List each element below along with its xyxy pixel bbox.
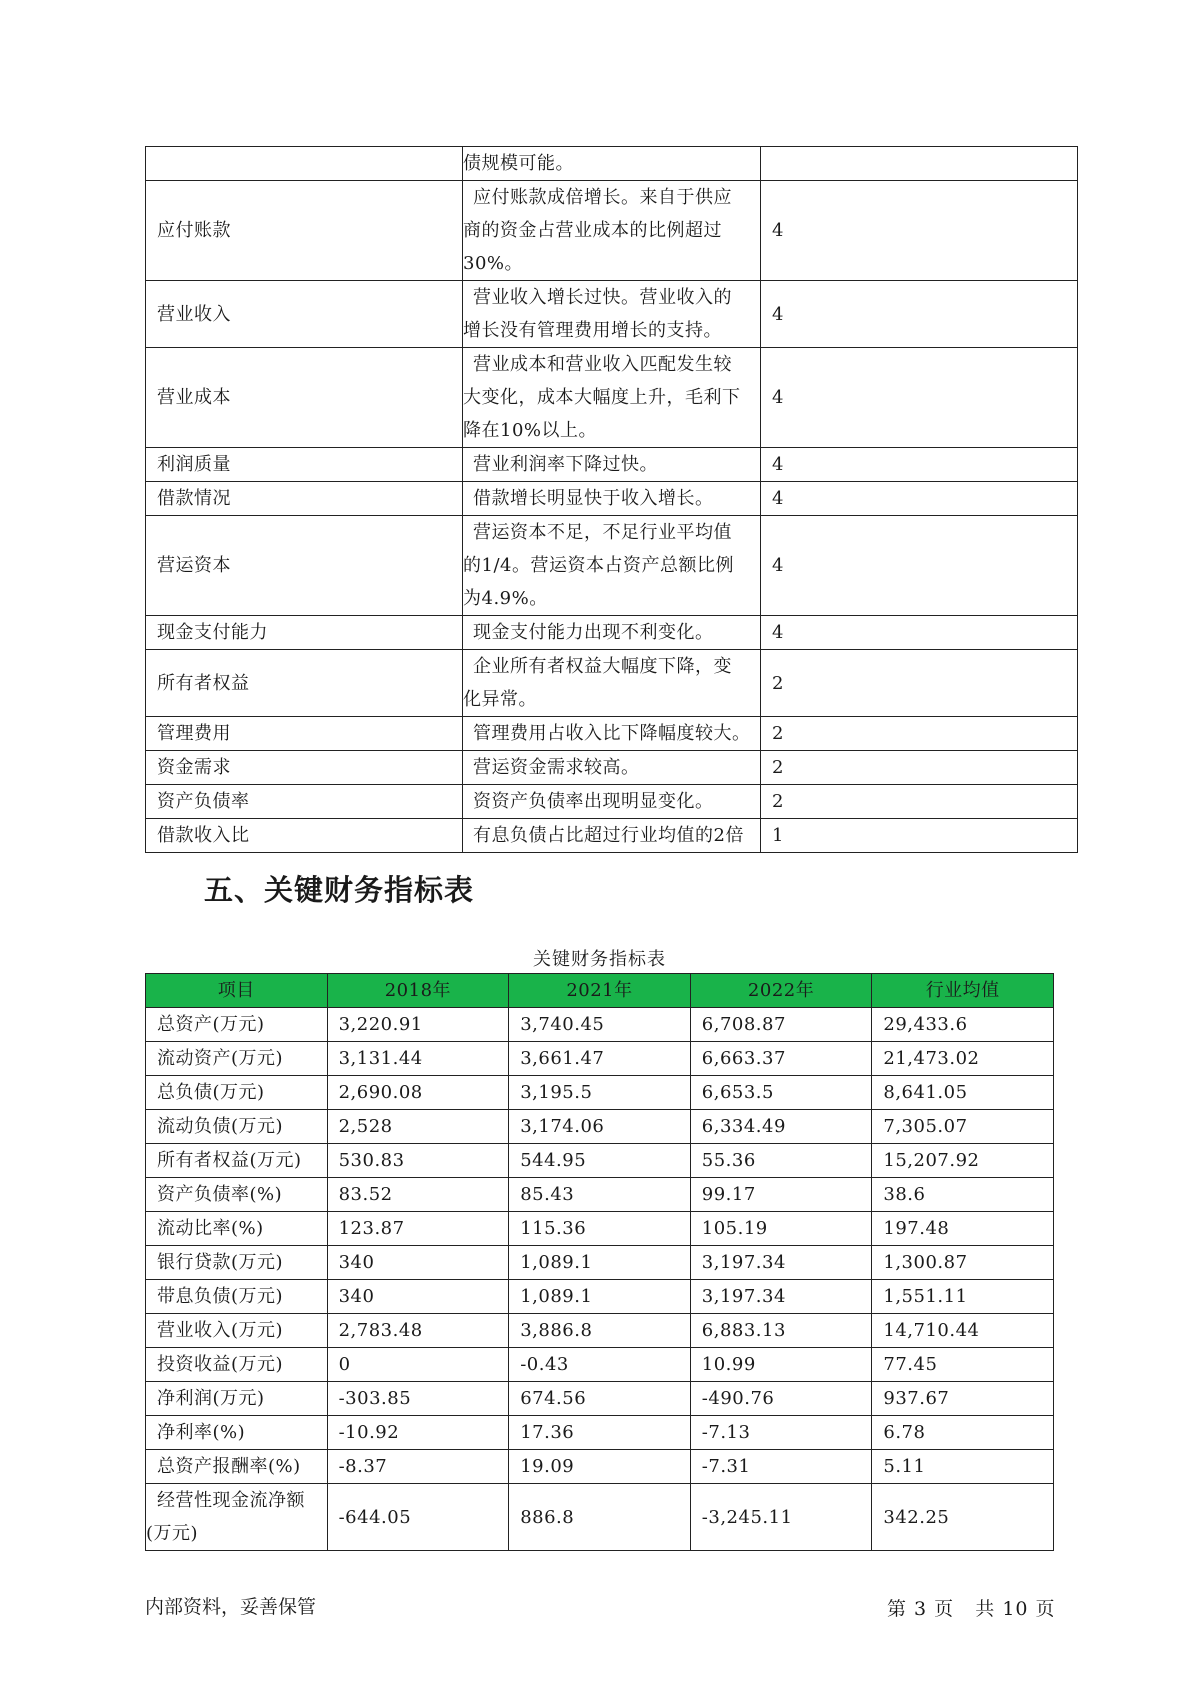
column-header: 2021年 (509, 974, 691, 1008)
footer-confidential-note: 内部资料，妥善保管 (145, 1596, 317, 1618)
risk-score-cell: 2 (761, 650, 1078, 717)
risk-row (146, 281, 1078, 348)
row-label-cell: 营业收入(万元) (146, 1314, 328, 1348)
row-label-cell: 总资产(万元) (146, 1008, 328, 1042)
value-cell: -490.76 (690, 1382, 872, 1416)
value-cell: -3,245.11 (690, 1484, 872, 1551)
value-cell: -7.31 (690, 1450, 872, 1484)
value-cell: 3,220.91 (327, 1008, 509, 1042)
value-cell: 10.99 (690, 1348, 872, 1382)
risk-score-cell (761, 147, 1078, 181)
value-cell: 3,661.47 (509, 1042, 691, 1076)
value-cell: 14,710.44 (872, 1314, 1054, 1348)
value-cell: 886.8 (509, 1484, 691, 1551)
value-cell: 5.11 (872, 1450, 1054, 1484)
risk-score-cell: 4 (761, 448, 1078, 482)
risk-description-line: 借款增长明显快于收入增长。 (473, 488, 714, 509)
row-label-cell: 银行贷款(万元) (146, 1246, 328, 1280)
risk-description-line: 营运资金需求较高。 (473, 757, 640, 778)
risk-description-line: 大变化，成本大幅度上升，毛利下 (463, 387, 741, 408)
risk-item-cell: 借款收入比 (146, 819, 463, 853)
value-cell: 6,663.37 (690, 1042, 872, 1076)
row-label-cell: 带息负债(万元) (146, 1280, 328, 1314)
risk-description-line: 的1/4。营运资本占资产总额比例 (463, 555, 734, 576)
risk-description-line: 营业收入增长过快。营业收入的 (473, 287, 732, 308)
row-label-cell: 投资收益(万元) (146, 1348, 328, 1382)
risk-description-line: 资资产负债率出现明显变化。 (473, 791, 714, 812)
risk-description-line: 增长没有管理费用增长的支持。 (463, 320, 722, 341)
risk-row (146, 181, 1078, 281)
value-cell: 674.56 (509, 1382, 691, 1416)
column-header: 行业均值 (872, 974, 1054, 1008)
value-cell: 15,207.92 (872, 1144, 1054, 1178)
risk-item-cell: 管理费用 (146, 717, 463, 751)
value-cell: 0 (327, 1348, 509, 1382)
value-cell: 3,131.44 (327, 1042, 509, 1076)
risk-description-cell (463, 348, 761, 448)
row-label-line: (万元) (146, 1523, 199, 1544)
value-cell: 6,883.13 (690, 1314, 872, 1348)
value-cell: 7,305.07 (872, 1110, 1054, 1144)
value-cell: 3,197.34 (690, 1246, 872, 1280)
table-row (146, 1076, 1054, 1110)
table-row (146, 1212, 1054, 1246)
risk-description-line: 化异常。 (463, 689, 537, 710)
value-cell: 197.48 (872, 1212, 1054, 1246)
value-cell: 3,740.45 (509, 1008, 691, 1042)
risk-row (146, 819, 1078, 853)
table-row (146, 1110, 1054, 1144)
risk-description-cell (463, 281, 761, 348)
risk-description-cell (463, 181, 761, 281)
table-row (146, 1382, 1054, 1416)
financial-indicators-table (145, 973, 1054, 1551)
value-cell: 85.43 (509, 1178, 691, 1212)
row-label-cell: 净利润(万元) (146, 1382, 328, 1416)
table-row (146, 1348, 1054, 1382)
risk-description-cell (463, 751, 761, 785)
risk-description-line: 有息负债占比超过行业均值的2倍 (473, 825, 744, 846)
risk-row (146, 482, 1078, 516)
value-cell: 1,551.11 (872, 1280, 1054, 1314)
risk-item-cell: 营业收入 (146, 281, 463, 348)
value-cell: -303.85 (327, 1382, 509, 1416)
risk-item-cell: 所有者权益 (146, 650, 463, 717)
row-label-cell (146, 1484, 328, 1551)
table-row (146, 1314, 1054, 1348)
risk-score-cell: 4 (761, 516, 1078, 616)
risk-score-cell: 2 (761, 717, 1078, 751)
value-cell: 6.78 (872, 1416, 1054, 1450)
value-cell: 38.6 (872, 1178, 1054, 1212)
risk-description-line: 管理费用占收入比下降幅度较大。 (473, 723, 751, 744)
value-cell: 19.09 (509, 1450, 691, 1484)
risk-description-cell (463, 516, 761, 616)
risk-description-cell (463, 717, 761, 751)
column-header: 项目 (146, 974, 328, 1008)
value-cell: 3,174.06 (509, 1110, 691, 1144)
value-cell: 105.19 (690, 1212, 872, 1246)
risk-item-cell: 资金需求 (146, 751, 463, 785)
risk-row (146, 448, 1078, 482)
value-cell: 123.87 (327, 1212, 509, 1246)
value-cell: 6,334.49 (690, 1110, 872, 1144)
risk-item-cell: 营业成本 (146, 348, 463, 448)
risk-row (146, 717, 1078, 751)
footer-page-number: 第 3 页 共 10 页 (887, 1598, 1056, 1620)
value-cell: 17.36 (509, 1416, 691, 1450)
risk-description-line: 现金支付能力出现不利变化。 (473, 622, 714, 643)
row-label-cell: 总资产报酬率(%) (146, 1450, 328, 1484)
value-cell: 2,528 (327, 1110, 509, 1144)
table-row (146, 1042, 1054, 1076)
risk-score-cell: 4 (761, 181, 1078, 281)
risk-description-line: 债规模可能。 (463, 153, 574, 174)
table-row (146, 1280, 1054, 1314)
risk-description-line: 商的资金占营业成本的比例超过 (463, 220, 722, 241)
value-cell: 115.36 (509, 1212, 691, 1246)
table-row (146, 1450, 1054, 1484)
value-cell: 29,433.6 (872, 1008, 1054, 1042)
risk-description-cell (463, 819, 761, 853)
row-label-cell: 资产负债率(%) (146, 1178, 328, 1212)
row-label-cell: 流动比率(%) (146, 1212, 328, 1246)
value-cell: 1,089.1 (509, 1280, 691, 1314)
risk-description-cell (463, 482, 761, 516)
risk-row (146, 147, 1078, 181)
value-cell: 340 (327, 1280, 509, 1314)
value-cell: 55.36 (690, 1144, 872, 1178)
risk-item-cell: 借款情况 (146, 482, 463, 516)
risk-description-line: 营运资本不足，不足行业平均值 (473, 522, 732, 543)
value-cell: 6,653.5 (690, 1076, 872, 1110)
value-cell: 99.17 (690, 1178, 872, 1212)
value-cell: 3,197.34 (690, 1280, 872, 1314)
risk-row (146, 516, 1078, 616)
column-header: 2018年 (327, 974, 509, 1008)
risk-description-line: 降在10%以上。 (463, 420, 598, 441)
value-cell: -644.05 (327, 1484, 509, 1551)
row-label-cell: 总负债(万元) (146, 1076, 328, 1110)
risk-row (146, 785, 1078, 819)
risk-description-cell (463, 650, 761, 717)
value-cell: 6,708.87 (690, 1008, 872, 1042)
value-cell: 1,089.1 (509, 1246, 691, 1280)
value-cell: 2,783.48 (327, 1314, 509, 1348)
risk-item-cell: 应付账款 (146, 181, 463, 281)
table-header-row (146, 974, 1054, 1008)
row-label-cell: 流动资产(万元) (146, 1042, 328, 1076)
risk-row (146, 751, 1078, 785)
row-label-cell: 所有者权益(万元) (146, 1144, 328, 1178)
risk-description-cell (463, 448, 761, 482)
row-label-cell: 流动负债(万元) (146, 1110, 328, 1144)
risk-description-line: 营业利润率下降过快。 (473, 454, 658, 475)
risk-score-cell: 4 (761, 482, 1078, 516)
table-caption: 关键财务指标表 (533, 949, 666, 970)
risk-row (146, 616, 1078, 650)
risk-score-cell: 4 (761, 616, 1078, 650)
value-cell: 530.83 (327, 1144, 509, 1178)
value-cell: -10.92 (327, 1416, 509, 1450)
risk-item-cell: 营运资本 (146, 516, 463, 616)
value-cell: 77.45 (872, 1348, 1054, 1382)
risk-item-cell: 现金支付能力 (146, 616, 463, 650)
table-row (146, 1484, 1054, 1551)
value-cell: -7.13 (690, 1416, 872, 1450)
risk-description-line: 30%。 (463, 253, 524, 274)
risk-row (146, 650, 1078, 717)
risk-table (145, 146, 1078, 853)
risk-item-cell: 利润质量 (146, 448, 463, 482)
row-label-line: 经营性现金流净额 (157, 1490, 305, 1511)
section-heading: 五、关键财务指标表 (204, 873, 475, 907)
risk-description-cell (463, 785, 761, 819)
risk-description-line: 营业成本和营业收入匹配发生较 (473, 354, 732, 375)
column-header: 2022年 (690, 974, 872, 1008)
risk-score-cell: 1 (761, 819, 1078, 853)
table-row (146, 1008, 1054, 1042)
value-cell: 8,641.05 (872, 1076, 1054, 1110)
value-cell: 544.95 (509, 1144, 691, 1178)
table-row (146, 1144, 1054, 1178)
value-cell: 340 (327, 1246, 509, 1280)
risk-description-cell (463, 147, 761, 181)
value-cell: 3,886.8 (509, 1314, 691, 1348)
value-cell: 1,300.87 (872, 1246, 1054, 1280)
value-cell: 83.52 (327, 1178, 509, 1212)
risk-description-line: 应付账款成倍增长。来自于供应 (473, 187, 732, 208)
risk-description-cell (463, 616, 761, 650)
risk-score-cell: 2 (761, 751, 1078, 785)
risk-description-line: 企业所有者权益大幅度下降，变 (473, 656, 732, 677)
table-row (146, 1416, 1054, 1450)
value-cell: 342.25 (872, 1484, 1054, 1551)
risk-score-cell: 2 (761, 785, 1078, 819)
table-row (146, 1178, 1054, 1212)
value-cell: -8.37 (327, 1450, 509, 1484)
risk-score-cell: 4 (761, 281, 1078, 348)
row-label-cell: 净利率(%) (146, 1416, 328, 1450)
value-cell: 3,195.5 (509, 1076, 691, 1110)
risk-item-cell: 资产负债率 (146, 785, 463, 819)
risk-description-line: 为4.9%。 (463, 588, 548, 609)
value-cell: 937.67 (872, 1382, 1054, 1416)
value-cell: 21,473.02 (872, 1042, 1054, 1076)
risk-score-cell: 4 (761, 348, 1078, 448)
risk-row (146, 348, 1078, 448)
value-cell: 2,690.08 (327, 1076, 509, 1110)
risk-item-cell (146, 147, 463, 181)
table-row (146, 1246, 1054, 1280)
value-cell: -0.43 (509, 1348, 691, 1382)
